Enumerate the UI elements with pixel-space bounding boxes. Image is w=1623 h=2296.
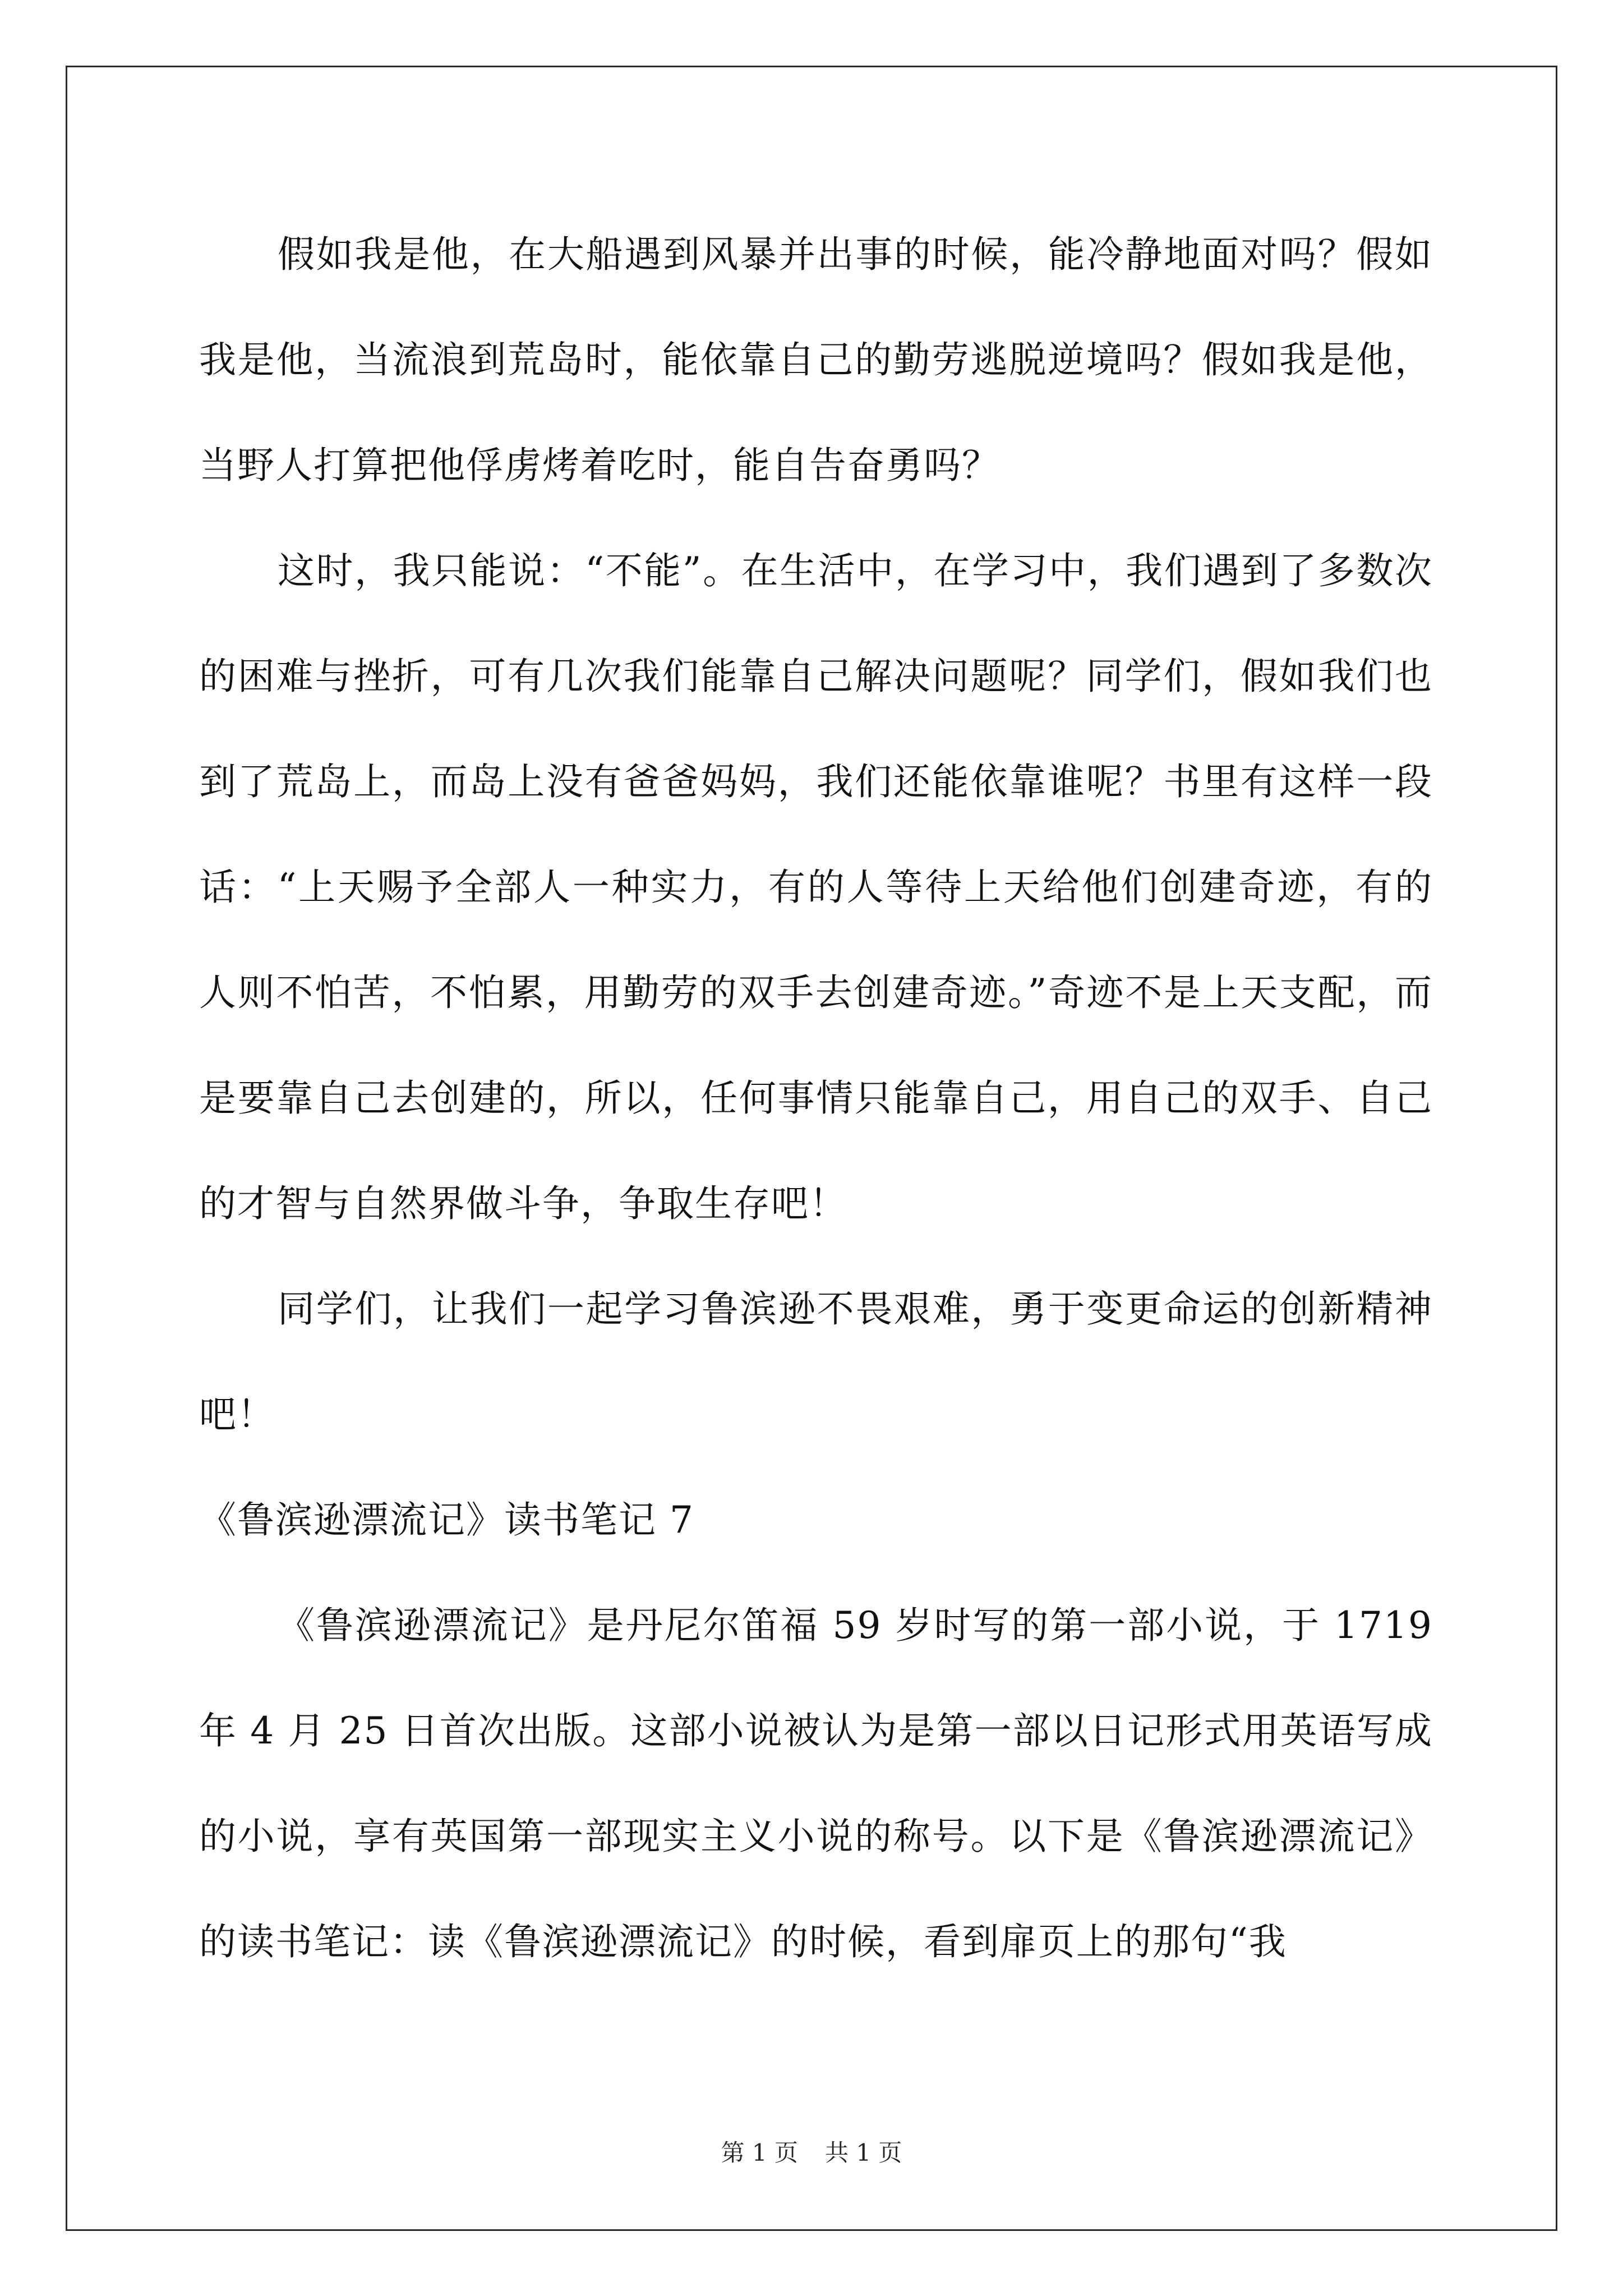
paragraph-1: 假如我是他，在大船遇到风暴并出事的时候，能冷静地面对吗？假如我是他，当流浪到荒岛时，能依靠自己的勤劳逃脱逆境吗？假如我是他，当野人打算把他俘虏烤着吃时，能自告奋勇吗？ [199,233,1433,487]
paragraph-4: 《鲁滨逊漂流记》是丹尼尔笛福 59 岁时写的第一部小说，于 1719 年 4 月 25 日首次出版。这部小说被认为是第一部以日记形式用英语写成的小说，享有英国第一部现实主义小说的称号。以下是《鲁滨逊漂流记》的读书笔记：读《鲁滨逊漂流记》的时候，看到扉页上的那句“我 [199,1604,1433,1963]
page-footer [0,2136,1623,2170]
section-heading: 《鲁滨逊漂流记》读书笔记 7 [199,1498,694,1542]
paragraph-3: 同学们，让我们一起学习鲁滨逊不畏艰难，勇于变更命运的创新精神吧！ [199,1287,1433,1436]
document-body [199,202,1433,1995]
paragraph-2: 这时，我只能说：“不能”。在生活中，在学习中，我们遇到了多数次的困难与挫折，可有几次我们能靠自己解决问题呢？同学们，假如我们也到了荒岛上，而岛上没有爸爸妈妈，我们还能依靠谁呢？书里有这样一段话：“上天赐予全部人一种实力，有的人等待上天给他们创建奇迹，有的人则不怕苦，不怕累，用勤劳的双手去创建奇迹。”奇迹不是上天支配，而是要靠自己去创建的，所以，任何事情只能靠自己，用自己的双手、自己的才智与自然界做斗争，争取生存吧！ [199,549,1433,1225]
page-total: 共 1 页 [825,2139,902,2166]
page-number: 第 1 页 [721,2139,798,2166]
